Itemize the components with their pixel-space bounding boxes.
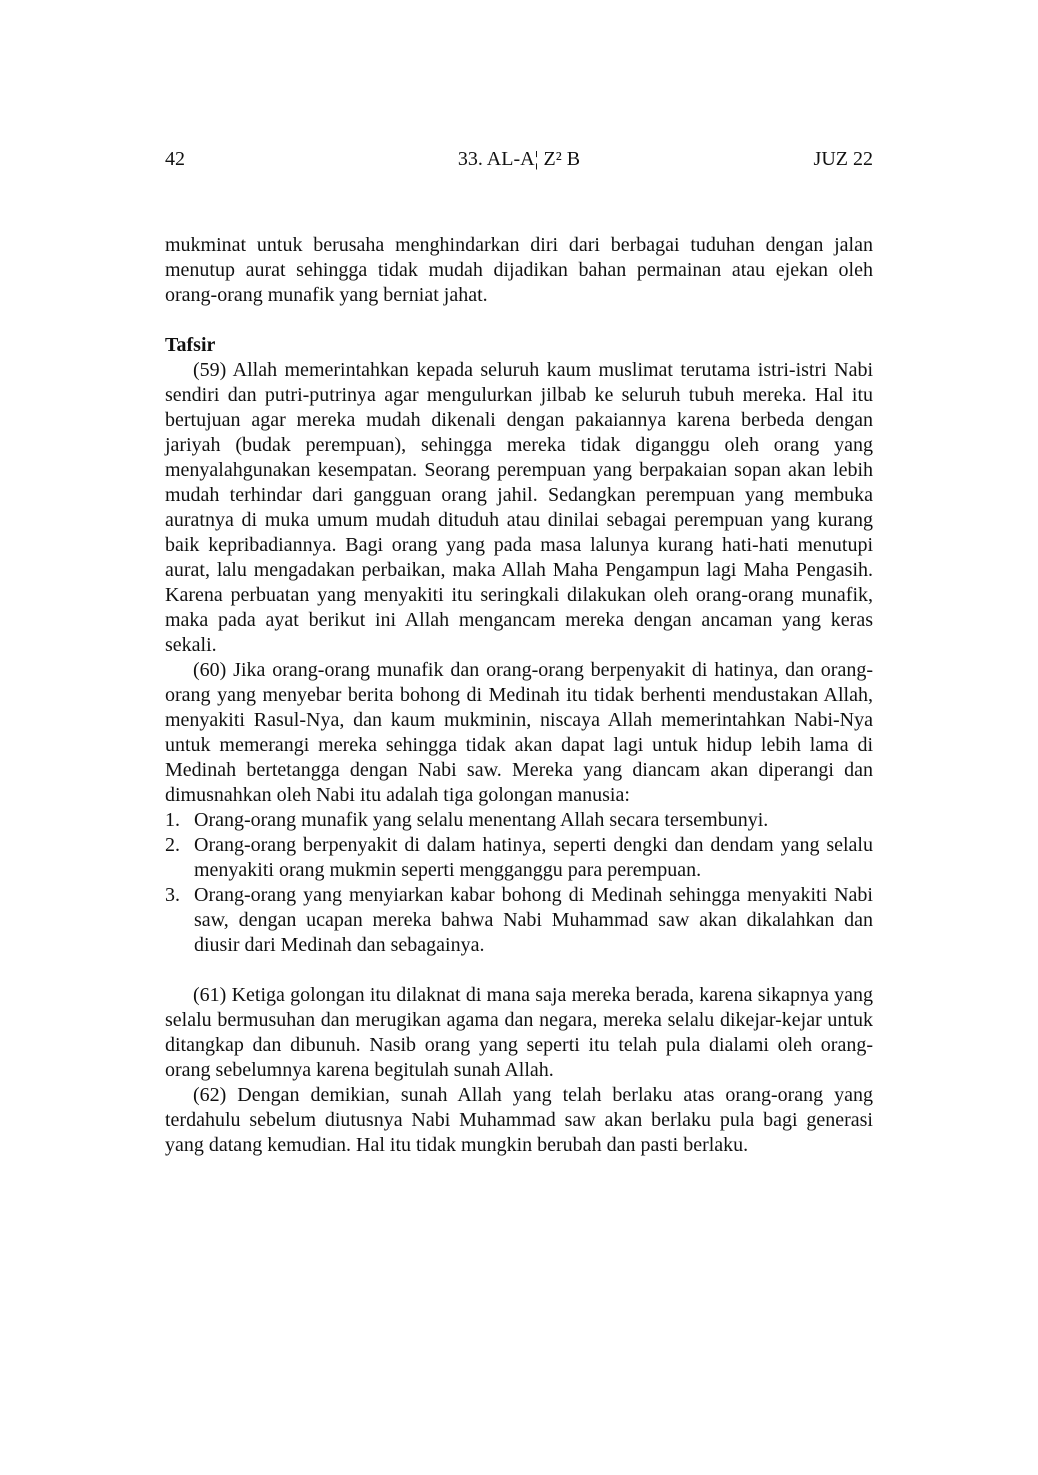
list-item-text: Orang-orang yang menyiarkan kabar bohong di Medinah sehingga menyakiti Nabi saw, dengan ucapan mereka bahwa Nabi Muhammad saw akan dikalahkan dan diusir dari Medinah dan sebagainya. (194, 884, 873, 956)
list-item (165, 833, 873, 883)
paragraph-60: (60) Jika orang-orang munafik dan orang-orang berpenyakit di hatinya, dan orang-orang yang menyebar berita bohong di Medinah itu tidak berhenti mendustakan Allah, menyakiti Rasul-Nya, dan kaum mukminin, niscaya Allah memerintahkan Nabi-Nya untuk memerangi mereka sehingga tidak akan dapat lagi untuk hidup lebih lama di Medinah bertetangga dengan Nabi saw. Mereka yang diancam akan diperangi dan dimusnahkan oleh Nabi itu adalah tiga golongan manusia: (165, 659, 873, 806)
paragraph-61: (61) Ketiga golongan itu dilaknat di mana saja mereka berada, karena sikapnya yang selalu bermusuhan dan merugikan agama dan negara, mereka selalu dikejar-kejar untuk ditangkap dan dibunuh. Nasib orang yang seperti itu telah pula dialami oleh orang-orang sebelumnya karena begitulah sunah Allah. (165, 984, 873, 1081)
list-item-number: 3. (165, 884, 180, 906)
list-item-number: 2. (165, 834, 180, 856)
surah-title: 33. AL-A¦ Z² B (457, 148, 581, 170)
intro-paragraph: mukminat untuk berusaha menghindarkan diri dari berbagai tuduhan dengan jalan menutup aurat sehingga tidak mudah dijadikan bahan permainan atau ejekan oleh orang-orang munafik yang berniat jahat. (165, 234, 873, 306)
page-number: 42 (165, 148, 185, 170)
golongan-list (165, 808, 873, 958)
list-item-number: 1. (165, 809, 180, 831)
list-item (165, 808, 873, 833)
spacer (165, 958, 873, 983)
juz-label: JUZ 22 (813, 148, 873, 170)
page-body (165, 233, 873, 1158)
list-item-text: Orang-orang berpenyakit di dalam hatinya, seperti dengki dan dendam yang selalu menyakiti orang mukmin seperti mengganggu para perempuan. (194, 834, 873, 881)
list-item-text: Orang-orang munafik yang selalu menentang Allah secara tersembunyi. (194, 809, 769, 831)
paragraph-59: (59) Allah memerintahkan kepada seluruh kaum muslimat terutama istri-istri Nabi sendiri dan putri-putrinya agar mengulurkan jilbab ke seluruh tubuh mereka. Hal itu bertujuan agar mereka mudah dikenali dengan pakaiannya karena berbeda dengan jariyah (budak perempuan), sehingga mereka tidak diganggu oleh orang yang menyalahgunakan kesempatan. Seorang perempuan yang berpakaian sopan akan lebih mudah terhindar dari gangguan orang jahil. Sedangkan perempuan yang membuka auratnya di muka umum mudah dituduh atau dinilai sebagai perempuan yang kurang baik kepribadiannya. Bagi orang yang pada masa lalunya kurang hati-hati menutupi aurat, lalu mengadakan perbaikan, maka Allah Maha Pengampun lagi Maha Pengasih. Karena perbuatan yang menyakiti itu seringkali dilakukan oleh orang-orang munafik, maka pada ayat berikut ini Allah mengancam mereka dengan ancaman yang keras sekali. (165, 359, 873, 656)
tafsir-heading: Tafsir (165, 334, 216, 356)
list-item (165, 883, 873, 958)
page-header (165, 144, 873, 174)
paragraph-62: (62) Dengan demikian, sunah Allah yang telah berlaku atas orang-orang yang terdahulu sebelum diutusnya Nabi Muhammad saw akan berlaku pula bagi generasi yang datang kemudian. Hal itu tidak mungkin berubah dan pasti berlaku. (165, 1084, 873, 1156)
